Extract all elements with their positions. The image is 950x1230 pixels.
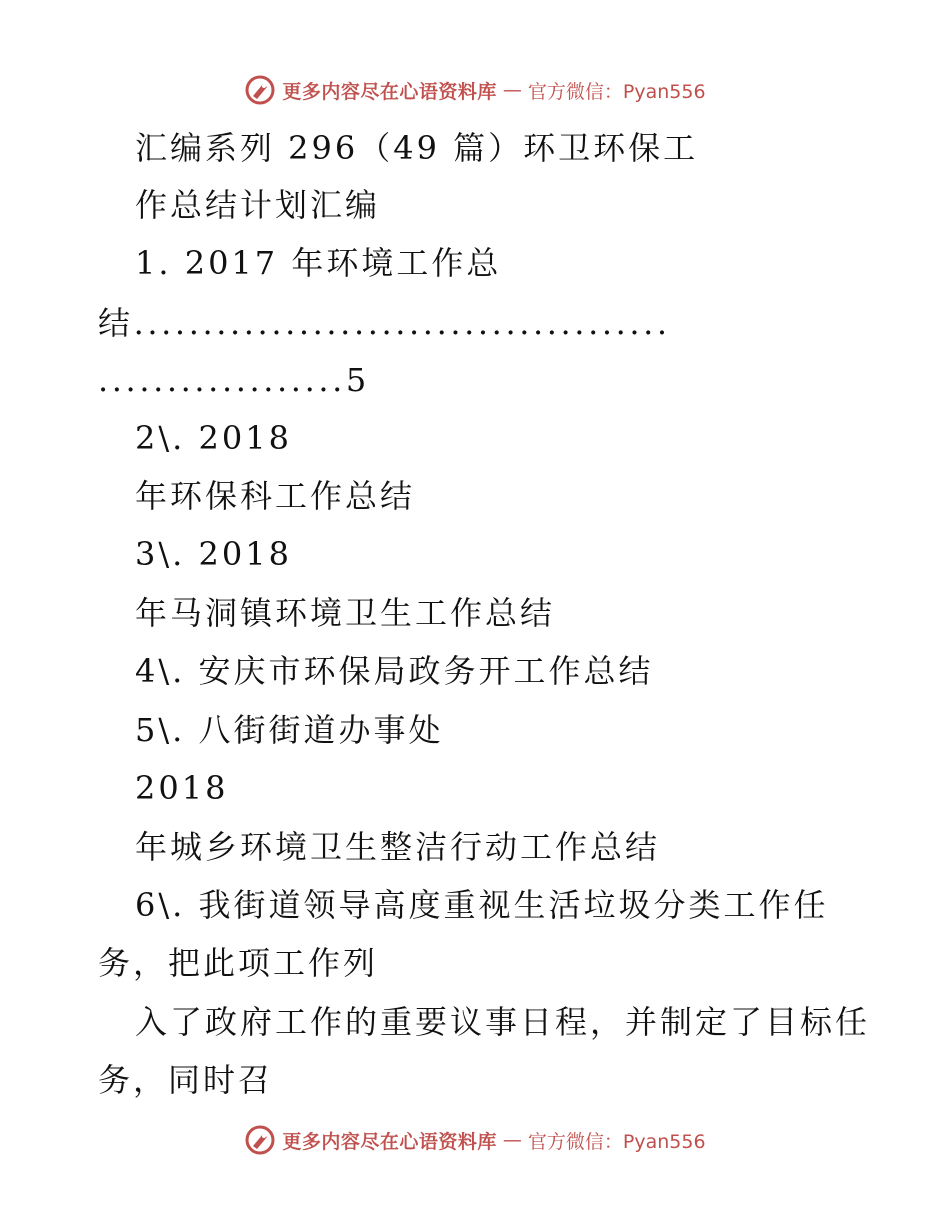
watermark-banner-top [0, 70, 950, 110]
watermark-separator: — [502, 1129, 522, 1151]
watermark-banner-bottom [0, 1120, 950, 1160]
watermark-contact: 官方微信：Pyan556 [527, 80, 706, 103]
body-paragraph-line-2: 务，同时召 [98, 1061, 274, 1099]
watermark-separator: — [502, 79, 522, 101]
toc-item-1: 1. 2017 年环境工作总 [135, 244, 502, 282]
toc-item-5-year: 2018 [135, 769, 229, 807]
toc-item-5: 5\. 八街街道办事处 [135, 711, 444, 749]
toc-item-6-cont: 务，把此项工作列 [98, 944, 379, 982]
toc-item-4: 4\. 安庆市环保局政务开工作总结 [135, 652, 654, 690]
watermark-brand: 更多内容尽在心语资料库 [282, 1130, 497, 1153]
toc-item-6: 6\. 我街道领导高度重视生活垃圾分类工作任 [135, 886, 829, 924]
pen-nib-logo-icon [244, 74, 276, 106]
watermark-brand: 更多内容尽在心语资料库 [282, 80, 497, 103]
toc-item-1-leader: 结....................................... [98, 304, 671, 342]
watermark-contact: 官方微信：Pyan556 [527, 1130, 706, 1153]
toc-item-3-title: 年马洞镇环境卫生工作总结 [135, 594, 556, 632]
toc-item-1-page: ..................5 [98, 361, 370, 399]
toc-item-5-title: 年城乡环境卫生整洁行动工作总结 [135, 828, 661, 866]
document-title-line-2: 作总结计划汇编 [135, 186, 381, 224]
toc-item-3: 3\. 2018 [135, 535, 292, 573]
toc-item-2: 2\. 2018 [135, 419, 292, 457]
pen-nib-logo-icon [244, 1124, 276, 1156]
toc-item-2-title: 年环保科工作总结 [135, 477, 416, 515]
document-title-line-1: 汇编系列 296（49 篇）环卫环保工 [135, 129, 699, 167]
body-paragraph-line-1: 入了政府工作的重要议事日程，并制定了目标任 [135, 1003, 871, 1041]
